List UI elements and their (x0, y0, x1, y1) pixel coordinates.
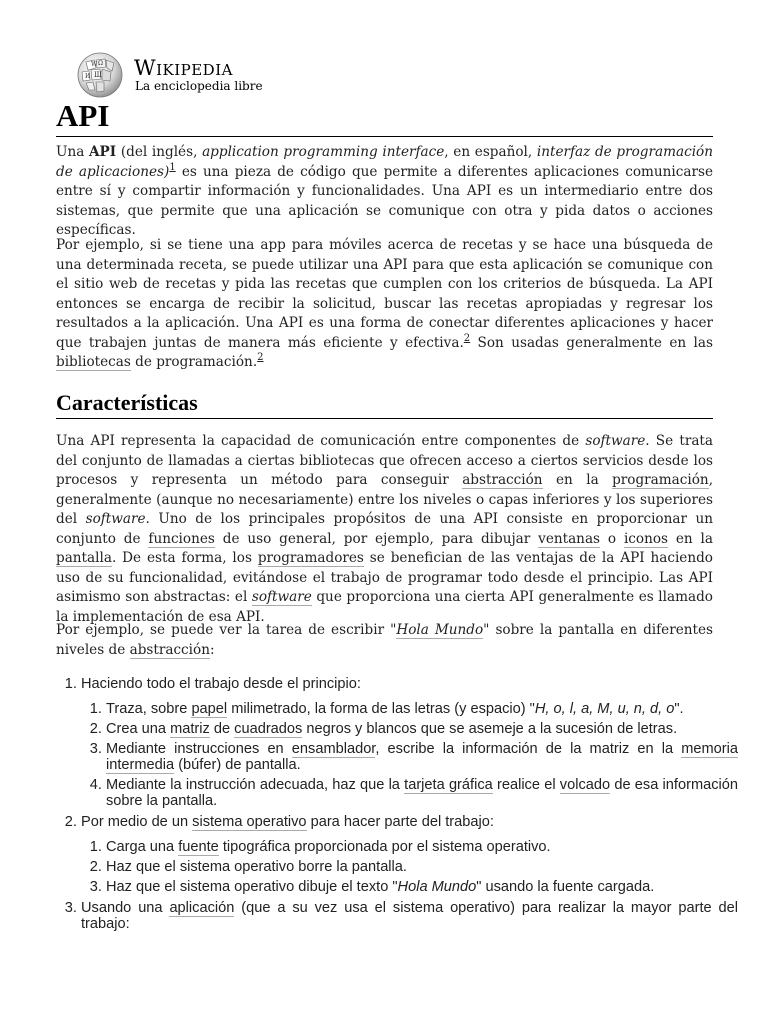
sublist (81, 701, 738, 809)
reference-2-link[interactable]: 2 (463, 332, 471, 344)
link-abstraccion[interactable]: abstracción (462, 472, 543, 488)
section-heading-caracteristicas: Características (56, 390, 198, 415)
link-aplicacion[interactable]: aplicación (169, 900, 235, 916)
link-bibliotecas[interactable]: bibliotecas (56, 354, 131, 370)
example-paragraph: Por ejemplo, si se tiene una app para móviles acerca de recetas y se hace una búsqueda de una determinada receta, se puede utilizar una API para que esta aplicación se comunique con el sitio web de recetas y pida las recetas que cumplen con los criterios de búsqueda. La API entonces se encarga de recibir la solicitud, buscar las recetas apropiadas y regresar los resultados a la aplicación. Una API es una forma de conectar diferentes aplicaciones y hacer que trabajen juntas de manera más eficiente y efectiva.$^2$ Son usadas generalmente en las bibliotecas de programación.$^2$ (56, 237, 713, 370)
link-papel[interactable]: papel (191, 701, 228, 717)
intro-paragraph: Una API (del inglés, application programming interface, en español, interfaz de programación de aplicaciones)$^1$ es una pieza de código que permite a diferentes aplicaciones comunicarse entre sí y compartir información y funcionalidades. Una API es un intermediario entre dos sistemas, que permite que una aplicación se comunique con otra y pida datos o acciones específicas. (56, 144, 714, 238)
list-item: 3. Usando una aplicación (que a su vez usa el sistema operativo) para realizar la mayor parte del trabajo: (81, 900, 738, 932)
term-api: API (89, 144, 117, 160)
link-software[interactable]: software (251, 589, 312, 605)
hola-mundo-paragraph: Por ejemplo, se puede ver la tarea de escribir "Hola Mundo" sobre la pantalla en diferentes niveles de abstracción: (56, 622, 713, 658)
characteristics-paragraph: Una API representa la capacidad de comunicación entre componentes de software. Se trata del conjunto de llamadas a ciertas bibliotecas que ofrecen acceso a ciertos servicios desde los procesos y representa un método para conseguir abstracción en la programación, generalmente (aunque no necesariamente) entre los niveles o capas inferiores y los superiores del software. Uno de los principales propósitos de una API consiste en proporcionar un conjunto de funciones de uso general, por ejemplo, para dibujar ventanas o iconos en la pantalla. De esta forma, los programadores se benefician de las ventajas de la API haciendo uso de su funcionalidad, evitándose el trabajo de programar todo desde el principio. Las API asimismo son abstractas: el software que proporciona una cierta API generalmente es llamado la implementación de esa API. (56, 433, 714, 625)
link-tarjeta-grafica[interactable]: tarjeta gráfica (404, 777, 493, 793)
spanish-term: interfaz de programación de aplicaciones) (56, 144, 713, 180)
link-hola-mundo[interactable]: Hola Mundo (396, 622, 484, 638)
link-fuente[interactable]: fuente (178, 839, 219, 855)
link-ventanas[interactable]: ventanas (538, 530, 601, 547)
wikipedia-tagline: La enciclopedia libre (135, 79, 263, 93)
list-item: 3. Mediante instrucciones en ensamblador, escribe la información de la matriz en la memoria intermedia (búfer) de pantalla. (106, 741, 738, 773)
list-item: 2. Crea una matriz de cuadrados negros y blancos que se asemeje a la sucesión de letras. (106, 721, 738, 737)
section-divider (56, 418, 713, 419)
link-cuadrados[interactable]: cuadrados (234, 721, 303, 737)
link-pantalla[interactable]: pantalla (56, 550, 112, 566)
page-title: API (56, 98, 110, 133)
wikipedia-globe-icon (74, 52, 126, 98)
list-item: 1. Carga una fuente tipográfica proporcionada por el sistema operativo. (106, 839, 738, 855)
link-programadores[interactable]: programadores (257, 550, 364, 566)
list-item: 4. Mediante la instrucción adecuada, haz que la tarjeta gráfica realice el volcado de esa información sobre la pantalla. (106, 777, 738, 809)
english-term: application programming interface (202, 144, 445, 160)
link-iconos[interactable]: iconos (623, 530, 669, 547)
link-sistema-operativo[interactable]: sistema operativo (192, 814, 307, 830)
abstraction-levels-list (56, 676, 738, 937)
wikipedia-wordmark: Wikipedia (134, 56, 233, 80)
list-item: 1. Traza, sobre papel milimetrado, la forma de las letras (y espacio) "H, o, l, a, M, u, n, d, o". (106, 701, 738, 717)
title-divider (56, 136, 713, 137)
svg-text:Ω: Ω (98, 60, 103, 67)
list-item: 2. Haz que el sistema operativo borre la pantalla. (106, 859, 738, 875)
svg-text:Ш: Ш (94, 71, 102, 79)
sublist (81, 839, 738, 895)
svg-text:W: W (91, 61, 98, 68)
link-volcado[interactable]: volcado (559, 777, 611, 793)
link-matriz[interactable]: matriz (170, 721, 210, 737)
wikipedia-logo[interactable] (74, 52, 314, 100)
link-abstraccion-2[interactable]: abstracción (129, 641, 210, 658)
svg-text:И: И (85, 73, 91, 80)
reference-1-link[interactable]: 1 (169, 161, 176, 173)
list-item: 1. Haciendo todo el trabajo desde el principio: 1. Traza, sobre papel milimetrado, la forma de las letras (y espacio) "H, o, l, a, M, u, n, d, o". 2. Crea una matriz de cuadrados negros y blancos que se asemeje a la sucesión de letras. 3. Mediante instrucciones en ensamblador, escribe la información de la matriz en la memoria intermedia (búfer) de pantalla. 4. Mediante la instrucción adecuada, haz que la tarjeta gráfica realice el volcado de esa información sobre la pantalla. (81, 676, 738, 809)
link-programacion[interactable]: programación (612, 472, 709, 488)
link-ensamblador[interactable]: ensamblador (291, 741, 376, 757)
list-item: 3. Haz que el sistema operativo dibuje el texto "Hola Mundo" usando la fuente cargada. (106, 879, 738, 895)
link-memoria-intermedia[interactable]: memoria intermedia (106, 741, 738, 773)
list-item: 2. Por medio de un sistema operativo para hacer parte del trabajo: 1. Carga una fuente tipográfica proporcionada por el sistema operativo. 2. Haz que el sistema operativo borre la pantalla. 3. Haz que el sistema operativo dibuje el texto "Hola Mundo" usando la fuente cargada. (81, 814, 738, 895)
reference-2b-link[interactable]: 2 (257, 352, 264, 364)
link-funciones[interactable]: funciones (148, 530, 215, 547)
